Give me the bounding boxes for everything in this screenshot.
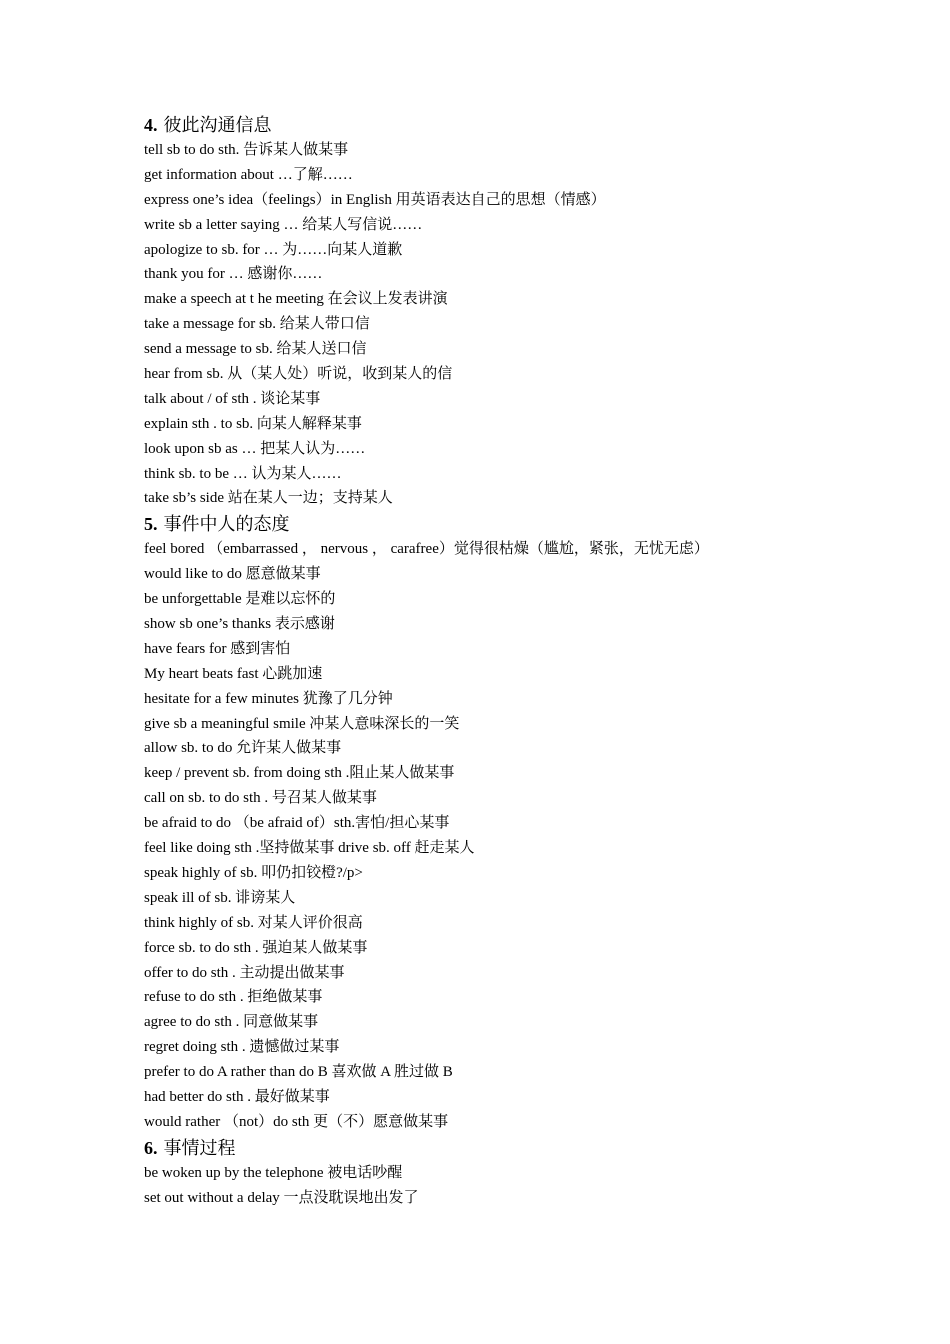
phrase-line: give sb a meaningful smile 冲某人意味深长的一笑	[144, 715, 460, 732]
phrase-line: talk about / of sth . 谈论某事	[144, 390, 321, 407]
phrase-line: be unforgettable 是难以忘怀的	[144, 591, 336, 608]
phrase-line: feel like doing sth .坚持做某事 drive sb. off 赶走某人	[144, 840, 475, 857]
section-heading	[144, 112, 924, 138]
phrase-line: think highly of sb. 对某人评价很高	[144, 914, 363, 931]
section-heading	[144, 511, 924, 537]
phrase-line: get information about …了解……	[144, 166, 353, 183]
phrase-line: send a message to sb. 给某人送口信	[144, 341, 367, 358]
phrase-line: had better do sth . 最好做某事	[144, 1088, 330, 1105]
section-number: 6.	[144, 1137, 158, 1158]
phrase-line: thank you for … 感谢你……	[144, 266, 323, 283]
phrase-line: keep / prevent sb. from doing sth .阻止某人做某事	[144, 765, 455, 782]
phrase-line: write sb a letter saying … 给某人写信说……	[144, 216, 423, 233]
section-number: 5.	[144, 514, 158, 535]
document-page	[144, 112, 924, 1211]
phrase-line: hesitate for a few minutes 犹豫了几分钟	[144, 690, 393, 707]
phrase-line: show sb one’s thanks 表示感谢	[144, 616, 335, 633]
phrase-line: prefer to do A rather than do B 喜欢做 A 胜过做 B	[144, 1064, 453, 1081]
phrase-line: My heart beats fast 心跳加速	[144, 665, 323, 682]
phrase-line: apologize to sb. for … 为……向某人道歉	[144, 241, 403, 258]
phrase-line: refuse to do sth . 拒绝做某事	[144, 989, 323, 1006]
phrase-line: allow sb. to do 允许某人做某事	[144, 740, 342, 757]
section-title: 事情过程	[163, 1137, 236, 1158]
phrase-line: feel bored （embarrassed ， nervous ， carafree）觉得很枯燥（尴尬，紧张，无忧无虑）	[144, 541, 709, 558]
phrase-line: take a message for sb. 给某人带口信	[144, 316, 370, 333]
phrase-line: force sb. to do sth . 强迫某人做某事	[144, 939, 368, 956]
phrase-line: offer to do sth . 主动提出做某事	[144, 964, 345, 981]
phrase-line: make a speech at t he meeting 在会议上发表讲演	[144, 291, 448, 308]
phrase-line: be woken up by the telephone 被电话吵醒	[144, 1164, 403, 1181]
phrase-line: call on sb. to do sth . 号召某人做某事	[144, 790, 377, 807]
phrase-line: set out without a delay 一点没耽误地出发了	[144, 1189, 419, 1206]
section-title: 事件中人的态度	[163, 514, 290, 535]
phrase-line: look upon sb as … 把某人认为……	[144, 440, 366, 457]
phrase-line: speak highly of sb. 叩仍扣铰橙?/p>	[144, 864, 363, 881]
phrase-line: be afraid to do （be afraid of）sth.害怕/担心某事	[144, 815, 450, 832]
phrase-line: explain sth . to sb. 向某人解释某事	[144, 415, 362, 432]
phrase-line: agree to do sth . 同意做某事	[144, 1014, 319, 1031]
phrase-line: speak ill of sb. 诽谤某人	[144, 889, 296, 906]
section-heading	[144, 1135, 924, 1161]
phrase-line: would like to do 愿意做某事	[144, 566, 321, 583]
section-title: 彼此沟通信息	[163, 115, 272, 135]
section-number: 4.	[144, 115, 158, 135]
phrase-line: hear from sb. 从（某人处）听说，收到某人的信	[144, 366, 453, 383]
phrase-line: would rather （not）do sth 更（不）愿意做某事	[144, 1113, 449, 1130]
phrase-line: have fears for 感到害怕	[144, 640, 291, 657]
phrase-line: express one’s idea（feelings）in English 用英语表达自己的思想（情感）	[144, 191, 606, 208]
phrase-line: regret doing sth . 遗憾做过某事	[144, 1039, 340, 1056]
phrase-line: take sb’s side 站在某人一边；支持某人	[144, 490, 393, 507]
phrase-line: tell sb to do sth. 告诉某人做某事	[144, 142, 349, 158]
phrase-line: think sb. to be … 认为某人……	[144, 465, 342, 482]
